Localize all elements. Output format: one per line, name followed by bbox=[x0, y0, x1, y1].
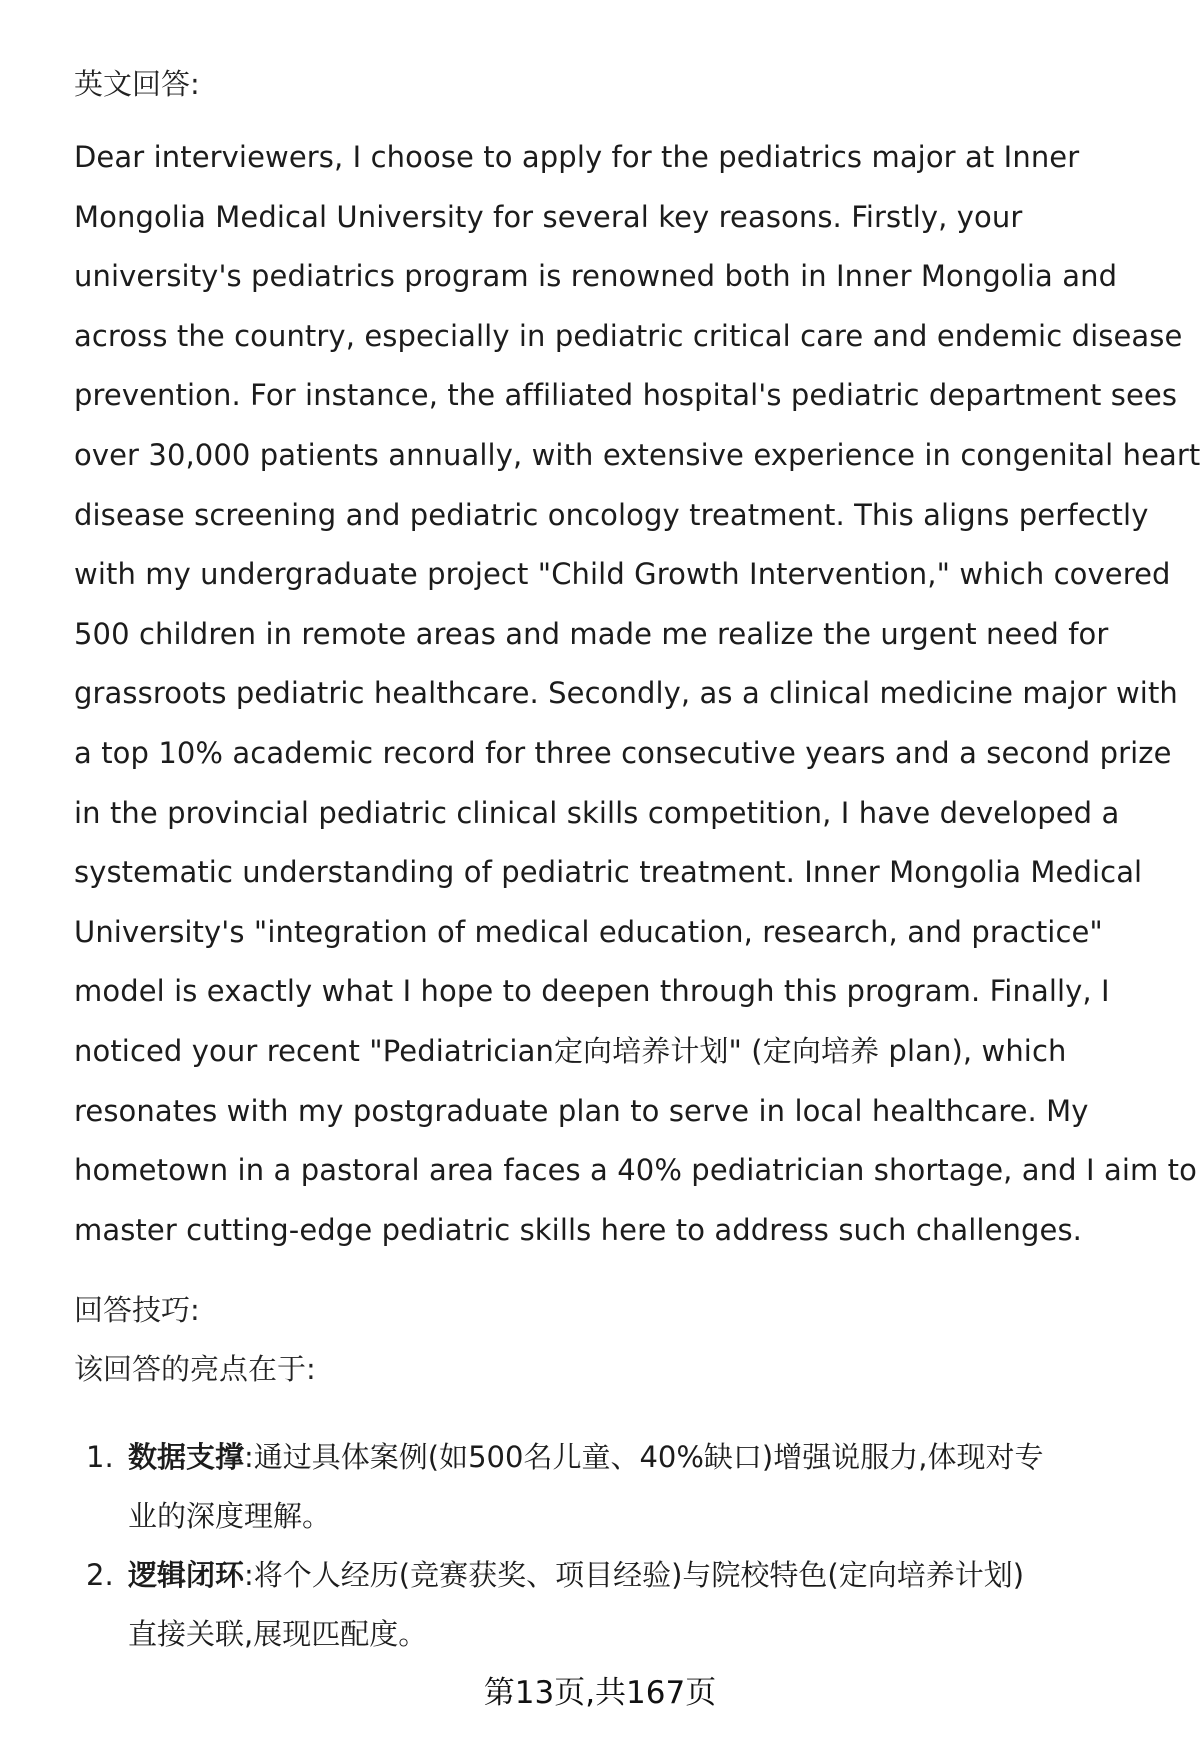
answer-line: systematic understanding of pediatric treatment. Inner Mongolia Medical bbox=[74, 855, 1143, 890]
answer-line: University's "integration of medical education, research, and practice" bbox=[74, 914, 1103, 949]
answer-line: noticed your recent "Pediatrician定向培养计划" (定向培养 plan), which bbox=[74, 1033, 1067, 1068]
answer-line: hometown in a pastoral area faces a 40% pediatrician shortage, and I aim to bbox=[74, 1153, 1197, 1188]
answer-line: Dear interviewers, I choose to apply for the pediatrics major at Inner bbox=[74, 140, 1080, 174]
list-number: 1. bbox=[86, 1440, 114, 1474]
answer-line: resonates with my postgraduate plan to serve in local healthcare. My bbox=[74, 1093, 1089, 1128]
answer-line: grassroots pediatric healthcare. Secondly, as a clinical medicine major with bbox=[74, 676, 1178, 711]
answer-line: 500 children in remote areas and made me realize the urgent need for bbox=[74, 616, 1109, 651]
answer-line: prevention. For instance, the affiliated hospital's pediatric department sees bbox=[74, 378, 1178, 413]
list-item bbox=[74, 1546, 1134, 1664]
answer-line: in the provincial pediatric clinical skills competition, I have developed a bbox=[74, 795, 1120, 830]
tips-label: 回答技巧: bbox=[74, 1293, 200, 1327]
highlight-term: 逻辑闭环 bbox=[128, 1558, 245, 1592]
list-item bbox=[74, 1428, 1134, 1546]
answer-line: disease screening and pediatric oncology treatment. This aligns perfectly bbox=[74, 497, 1149, 532]
answer-line: with my undergraduate project "Child Growth Intervention," which covered bbox=[74, 557, 1171, 592]
answer-line: Mongolia Medical University for several key reasons. Firstly, your bbox=[74, 199, 1023, 234]
answer-line: master cutting-edge pediatric skills here to address such challenges. bbox=[74, 1212, 1082, 1247]
highlight-text: :通过具体案例(如500名儿童、40%缺口)增强说服力,体现对专 bbox=[244, 1440, 1044, 1474]
highlight-text-continued: 直接关联,展现匹配度。 bbox=[128, 1617, 428, 1651]
highlight-text: :将个人经历(竞赛获奖、项目经验)与院校特色(定向培养计划) bbox=[244, 1558, 1025, 1592]
answer-line: university's pediatrics program is renowned both in Inner Mongolia and bbox=[74, 259, 1118, 294]
answer-line: over 30,000 patients annually, with extensive experience in congenital heart bbox=[74, 437, 1200, 472]
page-footer: 第13页,共167页 bbox=[483, 1675, 717, 1711]
list-number: 2. bbox=[86, 1558, 114, 1592]
highlight-term: 数据支撑 bbox=[128, 1440, 245, 1474]
highlights-list bbox=[74, 1428, 1134, 1664]
answer-line: model is exactly what I hope to deepen through this program. Finally, I bbox=[74, 974, 1110, 1009]
english-answer-text bbox=[74, 128, 1200, 1260]
english-answer-label: 英文回答: bbox=[74, 67, 200, 101]
highlight-text-continued: 业的深度理解。 bbox=[128, 1499, 332, 1533]
highlights-intro: 该回答的亮点在于: bbox=[74, 1352, 316, 1386]
answer-line: a top 10% academic record for three consecutive years and a second prize bbox=[74, 735, 1172, 770]
answer-line: across the country, especially in pediatric critical care and endemic disease bbox=[74, 318, 1183, 353]
